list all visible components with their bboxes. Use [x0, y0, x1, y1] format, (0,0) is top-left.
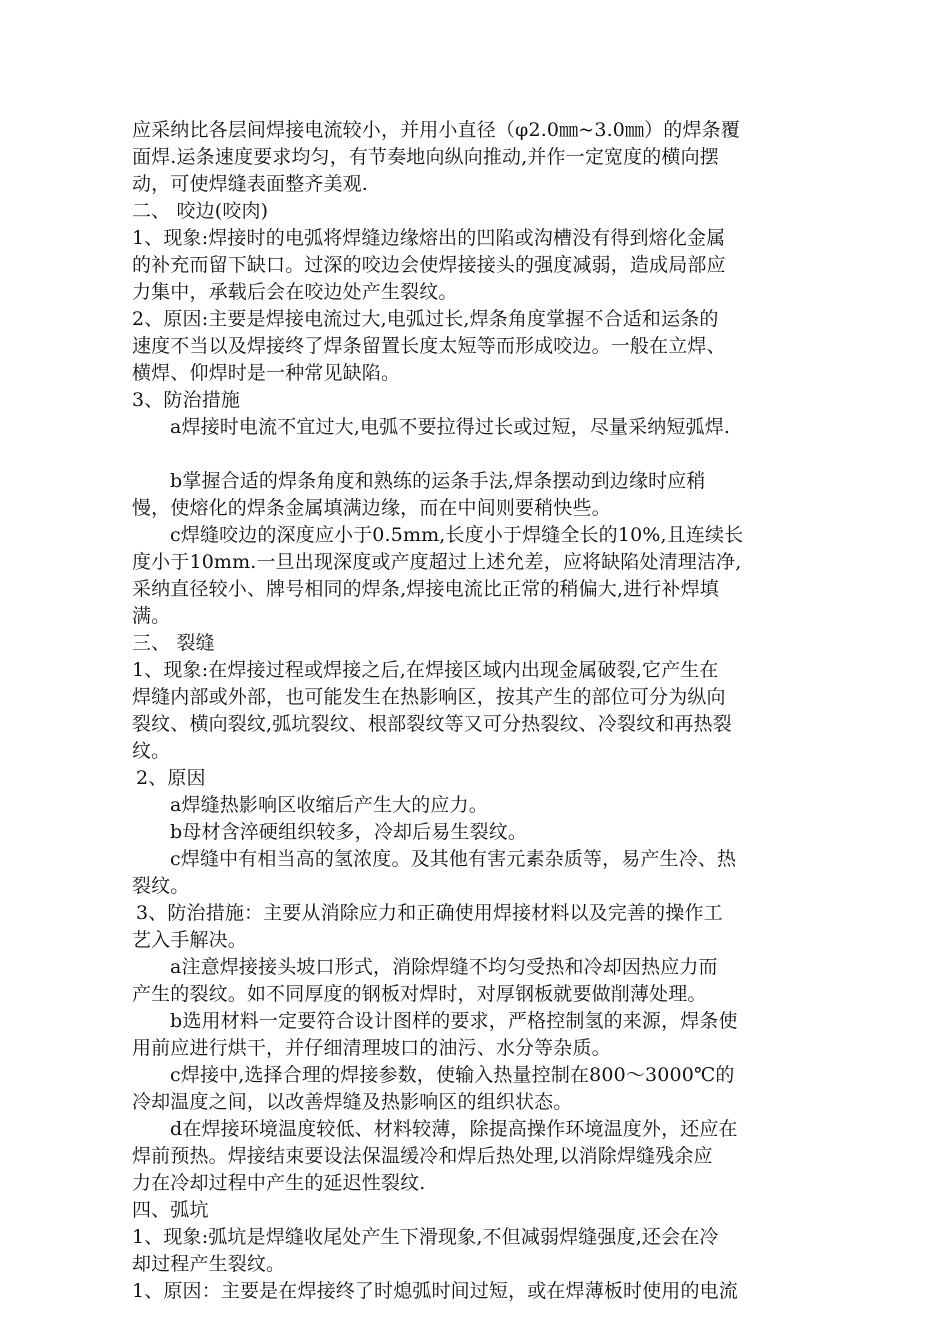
text-line: 产生的裂纹。如不同厚度的钢板对焊时，对厚钢板就要做削薄处理。 [132, 983, 707, 1005]
text-line: 动，可使焊缝表面整齐美观. [132, 173, 368, 195]
text-line: 应采纳比各层间焊接电流较小，并用小直径（φ2.0㎜~3.0㎜）的焊条覆 [132, 119, 740, 141]
text-line: 裂纹。 [132, 875, 190, 897]
text-line: 满。 [132, 605, 171, 627]
text-line: 焊缝内部或外部，也可能发生在热影响区，按其产生的部位可分为纵向 [132, 686, 726, 708]
text-line: 慢，使熔化的焊条金属填满边缘，而在中间则要稍快些。 [132, 497, 611, 519]
text-line: 速度不当以及焊接终了焊条留置长度太短等而形成咬边。一般在立焊、 [132, 335, 726, 357]
list-item: c焊缝咬边的深度应小于0.5mm,长度小于焊缝全长的10%,且连续长 [170, 524, 744, 546]
text-line: 焊前预热。焊接结束要设法保温缓冷和焊后热处理,以消除焊缝残余应 [132, 1145, 713, 1167]
subheading: 3、防治措施：主要从消除应力和正确使用焊接材料以及完善的操作工 [136, 902, 723, 924]
text-line: 裂纹、横向裂纹,弧坑裂纹、根部裂纹等又可分热裂纹、冷裂纹和再热裂 [132, 713, 732, 735]
text-line: 1、现象:焊接时的电弧将焊缝边缘熔出的凹陷或沟槽没有得到熔化金属 [132, 227, 726, 249]
text-line: 面焊.运条速度要求均匀，有节奏地向纵向推动,并作一定宽度的横向摆 [132, 146, 719, 168]
text-line: 采纳直径较小、牌号相同的焊条,焊接电流比正常的稍偏大,进行补焊填 [132, 578, 719, 600]
subheading: 2、原因 [136, 767, 206, 789]
list-item: b母材含淬硬组织较多，冷却后易生裂纹。 [170, 821, 528, 843]
list-item: c焊缝中有相当高的氢浓度。及其他有害元素杂质等，易产生冷、热 [170, 848, 737, 870]
text-line: 横焊、仰焊时是一种常见缺陷。 [132, 362, 401, 384]
list-item: a焊接时电流不宜过大,电弧不要拉得过长或过短，尽量采纳短弧焊. [170, 416, 731, 438]
text-line: 的补充而留下缺口。过深的咬边会使焊接接头的强度减弱，造成局部应 [132, 254, 726, 276]
text-line: 1、现象:在焊接过程或焊接之后,在焊接区域内出现金属破裂,它产生在 [132, 659, 719, 681]
list-item: b掌握合适的焊条角度和熟练的运条手法,焊条摆动到边缘时应稍 [170, 470, 706, 492]
text-line: 2、原因:主要是焊接电流过大,电弧过长,焊条角度掌握不合适和运条的 [132, 308, 719, 330]
text-line: 度小于10mm.一旦出现深度或产度超过上述允差，应将缺陷处清理洁净, [132, 551, 742, 573]
text-line: 用前应进行烘干，并仔细清理坡口的油污、水分等杂质。 [132, 1037, 611, 1059]
text-line: 艺入手解决。 [132, 929, 247, 951]
text-line: 1、原因：主要是在焊接终了时熄弧时间过短，或在焊薄板时使用的电流 [132, 1280, 738, 1302]
list-item: d在焊接环境温度较低、材料较薄，除提高操作环境温度外，还应在 [170, 1118, 738, 1140]
section-heading: 三、 裂缝 [132, 632, 215, 654]
text-line: 纹。 [132, 740, 171, 762]
list-item: b选用材料一定要符合设计图样的要求，严格控制氢的来源，焊条使 [170, 1010, 738, 1032]
text-line: 1、现象:弧坑是焊缝收尾处产生下滑现象,不但减弱焊缝强度,还会在冷 [132, 1226, 719, 1248]
list-item: a焊缝热影响区收缩后产生大的应力。 [170, 794, 488, 816]
text-line: 却过程产生裂纹。 [132, 1253, 286, 1275]
text-line: 冷却温度之间，以改善焊缝及热影响区的组织状态。 [132, 1091, 573, 1113]
list-item: a注意焊接接头坡口形式，消除焊缝不均匀受热和冷却因热应力而 [170, 956, 718, 978]
section-heading: 四、弧坑 [132, 1199, 209, 1221]
section-heading: 二、 咬边(咬肉) [132, 200, 269, 222]
subheading: 3、防治措施 [132, 389, 240, 411]
list-item: c焊接中,选择合理的焊接参数，使输入热量控制在800～3000℃的 [170, 1064, 735, 1086]
text-line: 力集中，承载后会在咬边处产生裂纹。 [132, 281, 458, 303]
text-line: 力在冷却过程中产生的延迟性裂纹. [132, 1172, 426, 1194]
